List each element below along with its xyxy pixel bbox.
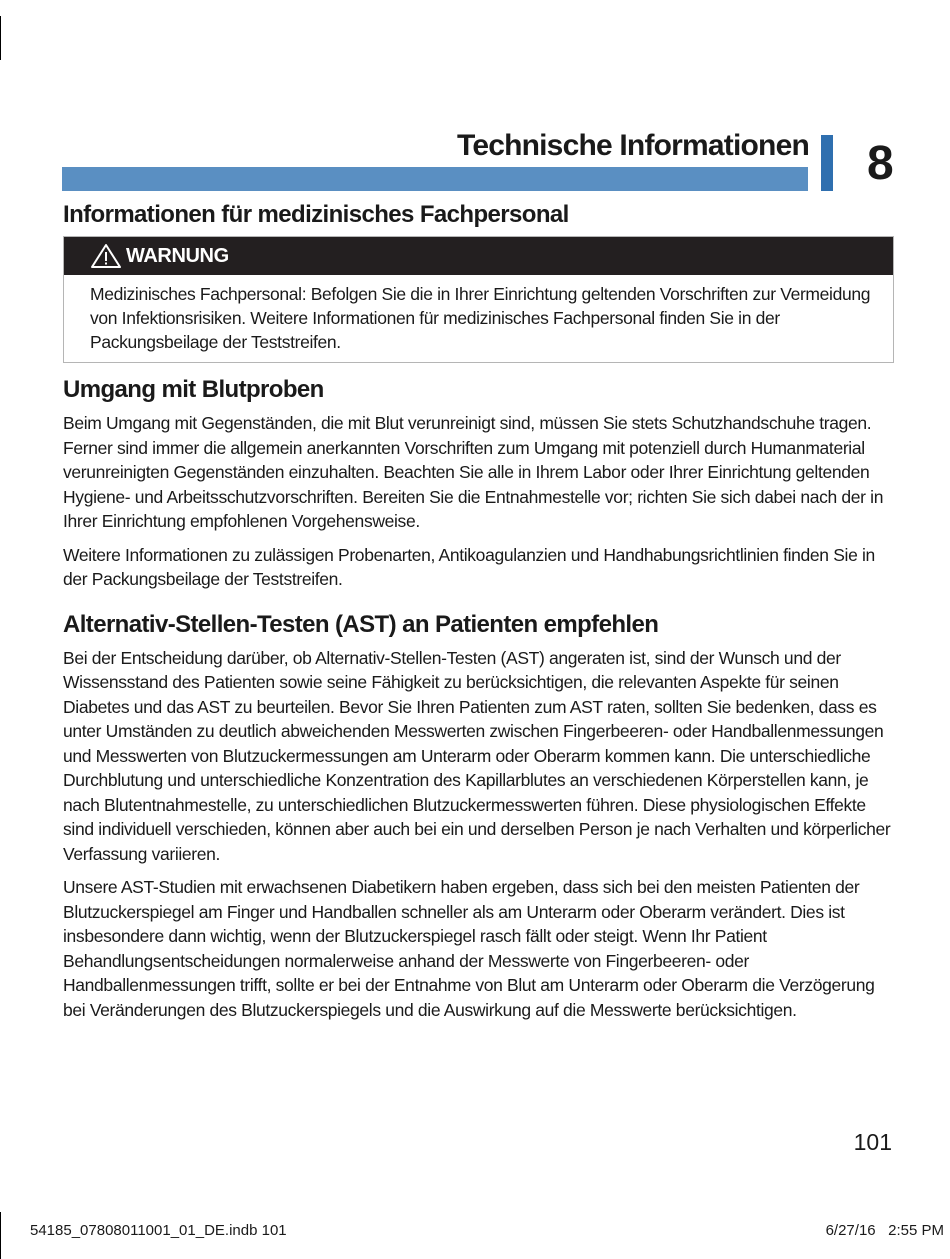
page-number: 101	[853, 1129, 892, 1155]
chapter-bar	[62, 167, 808, 191]
page-content	[63, 200, 894, 1022]
warning-label: WARNUNG	[126, 244, 229, 267]
chapter-title: Technische Informationen	[457, 129, 809, 162]
chapter-marker	[821, 135, 833, 191]
paragraph-ast-1: Bei der Entscheidung darüber, ob Alternativ-Stellen-Testen (AST) angeraten ist, sind der Wunsch und der Wissensstand des Patienten sowie seine Fähigkeit zu berücksichtigen, die relevanten Aspekte für seinen Diabetes und das AST zu beurteilen. Bevor Sie Ihren Patienten zum AST raten, sollten Sie bedenken, dass es unter Umständen zu deutlich abweichenden Messwerten zwischen Fingerbeeren- oder Handballenmessungen und Messwerten von Blutzuckermessungen am Unterarm oder Oberarm kommen kann. Die unterschiedliche Durchblutung und unterschiedliche Konzentration des Kapillarblutes an verschiedenen Körperstellen kann, je nach Blutentnahmestelle, zu unterschiedlichen Blutzuckermesswerten führen. Diese physiologischen Effekte sind individuell verschieden, können aber auch bei ein und derselben Person je nach Verhalten und körperlicher Verfassung variieren.	[63, 647, 891, 864]
warning-header	[64, 237, 893, 275]
heading-blood-sample-handling: Umgang mit Blutproben	[63, 376, 324, 403]
chapter-number: 8	[867, 137, 894, 190]
warning-text: Medizinisches Fachpersonal: Befolgen Sie die in Ihrer Einrichtung geltenden Vorschriften zur Vermeidung von Infektionsrisiken. Weitere Informationen für medizinisches Fachpersonal finden Sie in der Packungsbeilage der Teststreifen.	[90, 284, 871, 352]
crop-mark-top	[0, 16, 1, 60]
warning-triangle-icon	[90, 243, 122, 269]
heading-medical-staff-info: Informationen für medizinisches Fachpersonal	[63, 201, 569, 228]
footer-date-info: 6/27/16 2:55 PM	[825, 1222, 944, 1239]
paragraph-blood-handling-2: Weitere Informationen zu zulässigen Probenarten, Antikoagulanzien und Handhabungsrichtlinien finden Sie in der Packungsbeilage der Teststreifen.	[63, 544, 875, 589]
paragraph-ast-2: Unsere AST-Studien mit erwachsenen Diabetikern haben ergeben, dass sich bei den meisten Patienten der Blutzuckerspiegel am Finger und Handballen schneller als am Unterarm oder Oberarm verändert. Dies ist insbesondere dann wichtig, wenn der Blutzuckerspiegel rasch fällt oder steigt. Wenn Ihr Patient Behandlungsentscheidungen normalerweise anhand der Messwerte von Fingerbeeren- oder Handballenmessungen trifft, sollte er bei der Entnahme von Blut am Unterarm oder Oberarm die Verzögerung bei Veränderungen des Blutzuckerspiegels und die Auswirkung auf die Messwerte berücksichtigen.	[63, 877, 875, 1020]
warning-box	[63, 236, 894, 363]
footer-file-info: 54185_07808011001_01_DE.indb 101	[30, 1222, 287, 1239]
heading-ast-recommendation: Alternativ-Stellen-Testen (AST) an Patienten empfehlen	[63, 610, 659, 638]
paragraph-blood-handling-1: Beim Umgang mit Gegenständen, die mit Blut verunreinigt sind, müssen Sie stets Schutzhandschuhe tragen. Ferner sind immer die allgemein anerkannten Vorschriften zum Umgang mit potenziell durch Humanmaterial verunreinigten Gegenständen einzuhalten. Beachten Sie alle in Ihrem Labor oder Ihrer Einrichtung geltenden Hygiene- und Arbeitsschutzvorschriften. Bereiten Sie die Entnahmestelle vor; richten Sie sich dabei nach der in Ihrer Einrichtung empfohlenen Vorgehensweise.	[63, 413, 884, 531]
crop-mark-bottom	[0, 1212, 1, 1259]
